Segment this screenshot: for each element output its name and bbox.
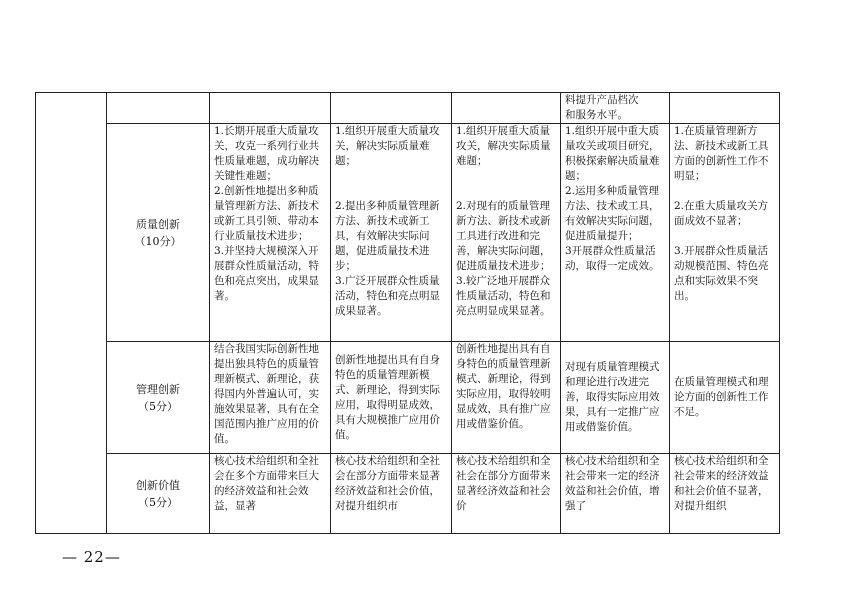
cell-text: 和服务水平。 [565,109,628,121]
cell-text: 1.长期开展重大质量攻关，攻克一系列行业共性质量难题，成功解决关键性难题； [214,125,319,182]
cell-text: 核心技术给组织和全社会在多个方面带来巨大的经济效益和社会效益，显著 [214,455,319,512]
cell-text: 创新性地提出具有自身特色的质量管理新模式、新理论，得到实际应用，取得较明显成效，具有推广应用或借鉴价值。 [456,343,551,430]
cell-text: 结合我国实际创新性地提出独具特色的质量管理新模式、新理论，获得国内外普遍认可，实施效果显著，具有在全国范围内推广应用的价值。 [214,343,319,445]
grade-cell [452,454,561,534]
grade-cell [561,93,670,124]
criterion-name: 管理创新 [136,382,180,396]
table-row [36,454,780,534]
grade-cell [561,454,670,534]
grade-cell [561,124,670,342]
criterion-name-cell [107,93,210,124]
page-number: — 22— [62,548,121,566]
grade-cell [210,342,331,454]
cell-text: 核心技术给组织和全社会带来一定的经济效益和社会价值，增强了 [565,455,660,512]
grade-cell [210,124,331,342]
cell-text: 2.提出多种质量管理新方法、新技术或新工具，有效解决实际问题，促进质量技术进步； [335,200,440,272]
table-row [36,342,780,454]
cell-text: 料提升产品档次 [565,94,639,106]
grade-cell [331,93,452,124]
cell-text: 1.组织开展中重大质量攻关或项目研究，积极探索解决质量难题； [565,125,660,182]
cell-text: 3.并坚持大规模深入开展群众性质量活动，特色和亮点突出，成果显著。 [214,245,319,302]
cell-text: 2.创新性地提出多种质量管理新方法、新技术或新工具引领、带动本行业质量技术进步； [214,185,319,242]
criterion-name: 创新价值 [136,478,180,492]
table-row [36,124,780,342]
cell-text: 1.组织开展重大质量攻关，解决实际质量难题； [456,125,551,167]
cell-text: 在质量管理模式和理论方面的创新性工作不足。 [674,376,769,418]
cell-text: 核心技术给组织和全社会在部分方面带来显著经济效益和社会价 [456,455,551,512]
cell-text: 1.组织开展重大质量攻关，解决实际质量难题； [335,125,440,167]
grade-cell [670,124,780,342]
grade-cell [670,93,780,124]
grade-cell [670,454,780,534]
cell-text: 3.较广泛地开展群众性质量活动，特色和亮点明显成果显著。 [456,275,551,317]
cell-text: 3.开展群众性质量活动规模范围、特色亮点和实际效果不突出。 [674,245,769,302]
grade-cell [452,342,561,454]
grade-cell [331,342,452,454]
criterion-score: （5分） [138,495,178,509]
cell-text: 2.对现有的质量管理新方法、新技术或新工具进行改进和完善，解决实际问题，促进质量技术进步； [456,200,551,272]
cell-text: 核心技术给组织和全社会在部分方面带来显著经济效益和社会价值，对提升组织市 [335,455,440,512]
grade-cell [670,342,780,454]
grade-cell [210,93,331,124]
criterion-score: （5分） [138,399,178,413]
criterion-name: 质量创新 [136,217,180,231]
category-cell [36,93,107,534]
criterion-name-cell [107,342,210,454]
grade-cell [452,124,561,342]
cell-text: 3.广泛开展群众性质量活动，特色和亮点明显成果显著。 [335,275,440,317]
cell-text: 2.运用多种质量管理方法、技术或工具，有效解决实际问题，促进质量提升； [565,185,660,242]
grade-cell [331,124,452,342]
cell-text: 3开展群众性质量活动，取得一定成效。 [565,245,660,272]
grade-cell [331,454,452,534]
evaluation-table [35,92,780,534]
criterion-name-cell [107,124,210,342]
cell-text: 1.在质量管理新方法、新技术或新工具方面的创新性工作不明显； [674,125,769,182]
criterion-name-cell [107,454,210,534]
cell-text: 核心技术给组织和全社会带来的经济效益和社会价值不显著，对提升组织 [674,455,769,512]
cell-text: 创新性地提出具有自身特色的质量管理新模式、新理论，得到实际应用，取得明显成效，具有大规模推广应用价值。 [335,353,440,441]
grade-cell [210,454,331,534]
cell-text: 2.在重大质量攻关方面成效不显著； [674,200,769,227]
criterion-score: （10分） [134,234,182,248]
grade-cell [561,342,670,454]
cell-text: 对现有质量管理模式和理论进行改进完善，取得实际应用效果，具有一定推广应用或借鉴价值。 [565,361,660,433]
grade-cell [452,93,561,124]
table-row [36,93,780,124]
